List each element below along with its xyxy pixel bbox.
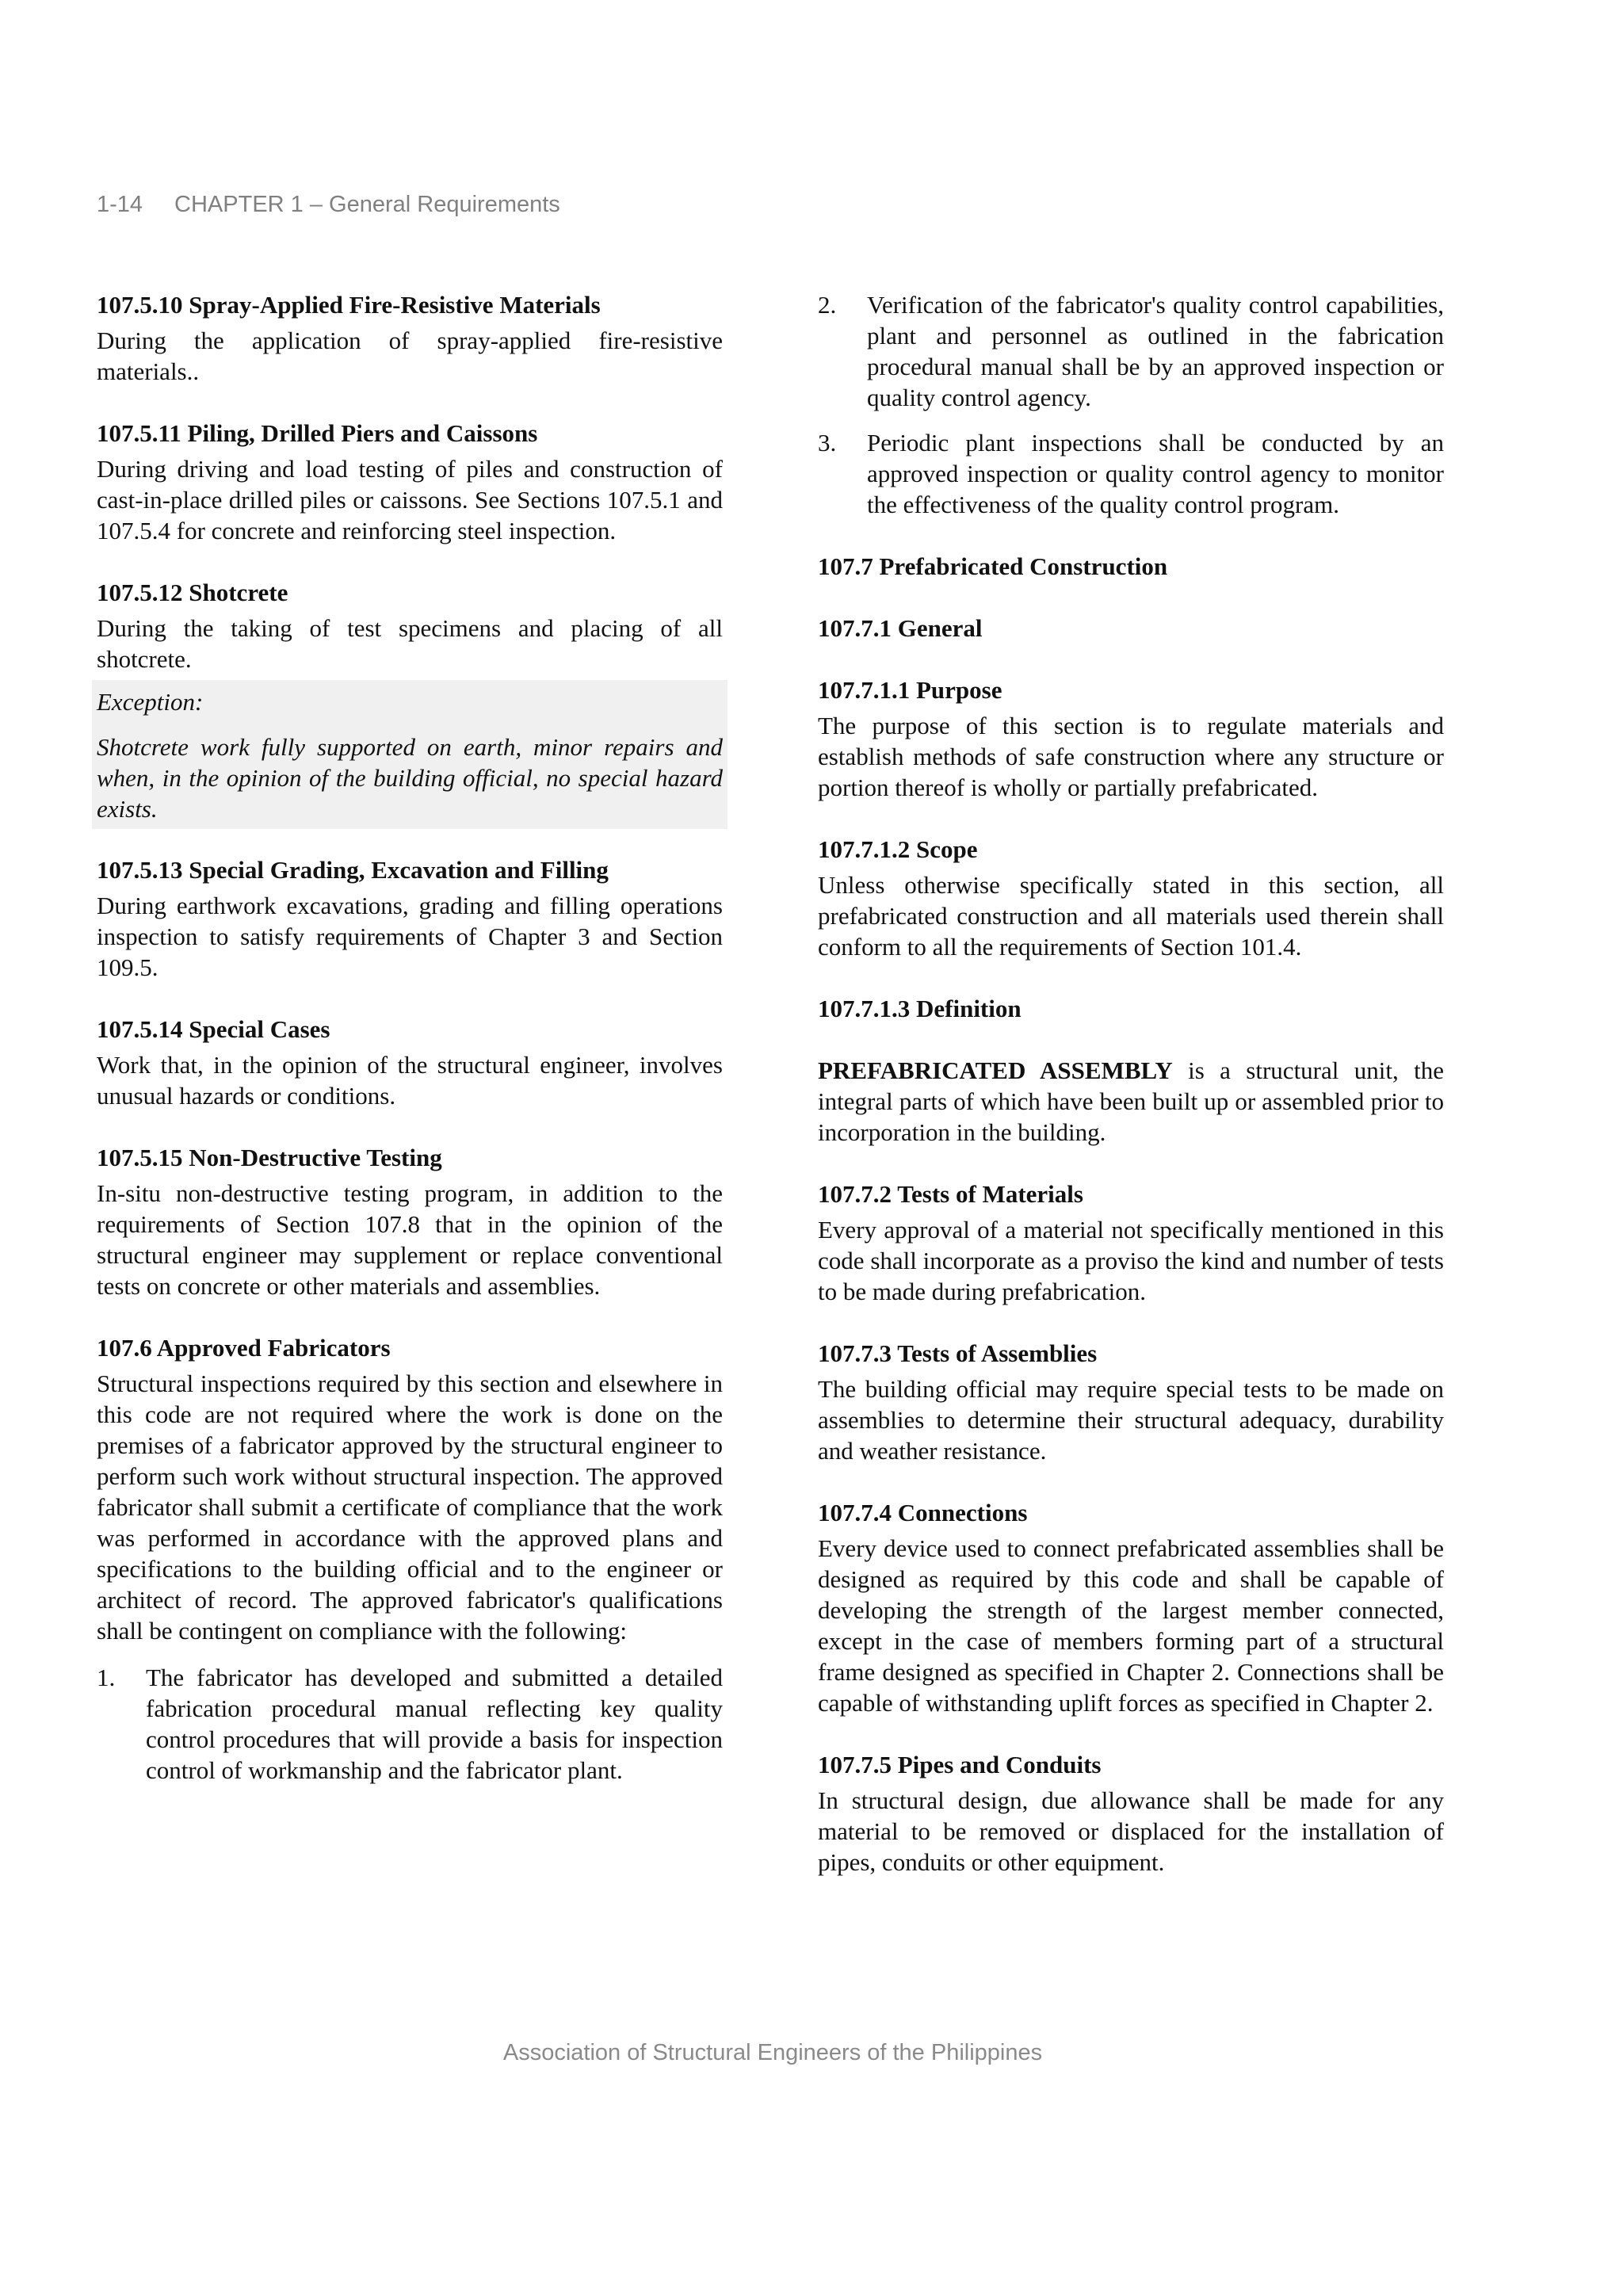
- running-footer: Association of Structural Engineers of the Philippines: [502, 2040, 1043, 2065]
- list-number: 2.: [818, 291, 837, 319]
- definition-body: [818, 1055, 1444, 1148]
- section-body: Unless otherwise specifically stated in this section, all prefabricated construction and all materials used therein shall conform to all the requirements of Section 101.4.: [818, 871, 1444, 961]
- section-heading: 107.7.3 Tests of Assemblies: [818, 1339, 1098, 1367]
- section-heading: 107.7.1.2 Scope: [818, 835, 978, 863]
- section-heading: 107.5.10 Spray-Applied Fire-Resistive Materials: [97, 291, 601, 319]
- section-body: In-situ non-destructive testing program, in addition to the requirements of Section 107.8 that in the opinion of the structural engineer may supplement or replace conventional tests on concrete or other materials and assemblies.: [97, 1179, 723, 1300]
- section-body: During the application of spray-applied fire-resistive materials..: [97, 327, 723, 385]
- section-body: The purpose of this section is to regulate materials and establish methods of safe construction where any structure or portion thereof is wholly or partially prefabricated.: [818, 712, 1444, 801]
- section-body: Every approval of a material not specifically mentioned in this code shall incorporate as a proviso the kind and number of tests to be made during prefabrication.: [818, 1216, 1444, 1305]
- section-107-7-1-2: [818, 834, 1444, 962]
- section-107-5-10: [97, 289, 723, 387]
- section-107-5-14: [97, 1014, 723, 1111]
- list-item: [97, 1662, 723, 1786]
- section-107-6: [97, 1332, 723, 1646]
- list-text: Periodic plant inspections shall be conducted by an approved inspection or quality control agency to monitor the effectiveness of the quality control program.: [867, 429, 1444, 518]
- section-107-5-15: [97, 1142, 723, 1301]
- section-heading: 107.7.2 Tests of Materials: [818, 1180, 1083, 1208]
- section-107-5-12: [97, 577, 723, 674]
- list-number: 1.: [97, 1664, 116, 1691]
- definition-text: is a structural unit, the integral parts of which have been built up or assembled prior to incorporation in the building.: [818, 1056, 1444, 1146]
- list-item: [818, 289, 1444, 413]
- section-heading: 107.5.15 Non-Destructive Testing: [97, 1144, 442, 1171]
- section-107-7-2: [818, 1179, 1444, 1307]
- exception-body: Shotcrete work fully supported on earth, minor repairs and when, in the opinion of the building official, no special hazard exists.: [97, 733, 723, 823]
- section-heading: 107.5.11 Piling, Drilled Piers and Caissons: [97, 419, 538, 447]
- section-107-7-1-1: [818, 674, 1444, 803]
- section-body: During earthwork excavations, grading and filling operations inspection to satisfy requirements of Chapter 3 and Section 109.5.: [97, 892, 723, 981]
- section-107-7-5: [818, 1749, 1444, 1878]
- section-heading: 107.5.14 Special Cases: [97, 1015, 330, 1043]
- page-number: 1-14: [97, 192, 143, 217]
- section-body: During driving and load testing of piles and construction of cast-in-place drilled piles or caissons. See Sections 107.5.1 and 107.5.4 for concrete and reinforcing steel inspection.: [97, 455, 723, 544]
- section-heading: 107.7.4 Connections: [818, 1499, 1028, 1526]
- section-body: The building official may require special tests to be made on assemblies to determine their structural adequacy, durability and weather resistance.: [818, 1375, 1444, 1465]
- section-heading: 107.7.1.1 Purpose: [818, 676, 1002, 704]
- section-heading-107-7: 107.7 Prefabricated Construction: [818, 552, 1168, 580]
- list-text: The fabricator has developed and submitted a detailed fabrication procedural manual reflecting key quality control procedures that will provide a basis for inspection control of workmanship and the fabricator plant.: [146, 1664, 723, 1784]
- section-heading-107-7-1: 107.7.1 General: [818, 614, 983, 642]
- left-column: [97, 289, 723, 1800]
- section-107-7-1-3: [818, 993, 1444, 1148]
- chapter-title: CHAPTER 1 – General Requirements: [174, 192, 560, 217]
- section-body: In structural design, due allowance shall be made for any material to be removed or displaced for the installation of pipes, conduits or other equipment.: [818, 1786, 1444, 1876]
- section-body: During the taking of test specimens and placing of all shotcrete.: [97, 614, 723, 673]
- list-item: [818, 427, 1444, 520]
- list-text: Verification of the fabricator's quality control capabilities, plant and personnel as outlined in the fabrication procedural manual shall be by an approved inspection or quality control agency.: [867, 291, 1444, 411]
- section-heading: 107.7.1.3 Definition: [818, 995, 1022, 1022]
- section-body: Work that, in the opinion of the structural engineer, involves unusual hazards or conditions.: [97, 1051, 723, 1110]
- section-heading: 107.5.12 Shotcrete: [97, 579, 288, 606]
- running-header: [97, 192, 560, 218]
- section-heading: 107.6 Approved Fabricators: [97, 1334, 391, 1362]
- right-column: [818, 289, 1444, 1908]
- exception-label: Exception:: [97, 688, 204, 716]
- section-107-5-13: [97, 854, 723, 983]
- section-107-5-11: [97, 418, 723, 546]
- list-number: 3.: [818, 429, 837, 457]
- defined-term: PREFABRICATED ASSEMBLY: [818, 1056, 1173, 1084]
- section-body: Every device used to connect prefabricated assemblies shall be designed as required by this code and shall be capable of developing the strength of the largest member connected, except in the case of members forming part of a structural frame designed as specified in Chapter 2. Connections shall be capable of withstanding uplift forces as specified in Chapter 2.: [818, 1534, 1444, 1717]
- section-107-7-4: [818, 1497, 1444, 1718]
- section-heading: 107.5.13 Special Grading, Excavation and Filling: [97, 856, 609, 884]
- exception-box: [92, 680, 727, 829]
- section-heading: 107.7.5 Pipes and Conduits: [818, 1751, 1102, 1778]
- section-body: Structural inspections required by this section and elsewhere in this code are not required where the work is done on the premises of a fabricator approved by the structural engineer to perform such work without structural inspection. The approved fabricator shall submit a certificate of compliance that the work was performed in accordance with the approved plans and specifications to the building official and to the engineer or architect of record. The approved fabricator's qualifications shall be contingent on compliance with the following:: [97, 1370, 723, 1645]
- section-107-7-3: [818, 1338, 1444, 1466]
